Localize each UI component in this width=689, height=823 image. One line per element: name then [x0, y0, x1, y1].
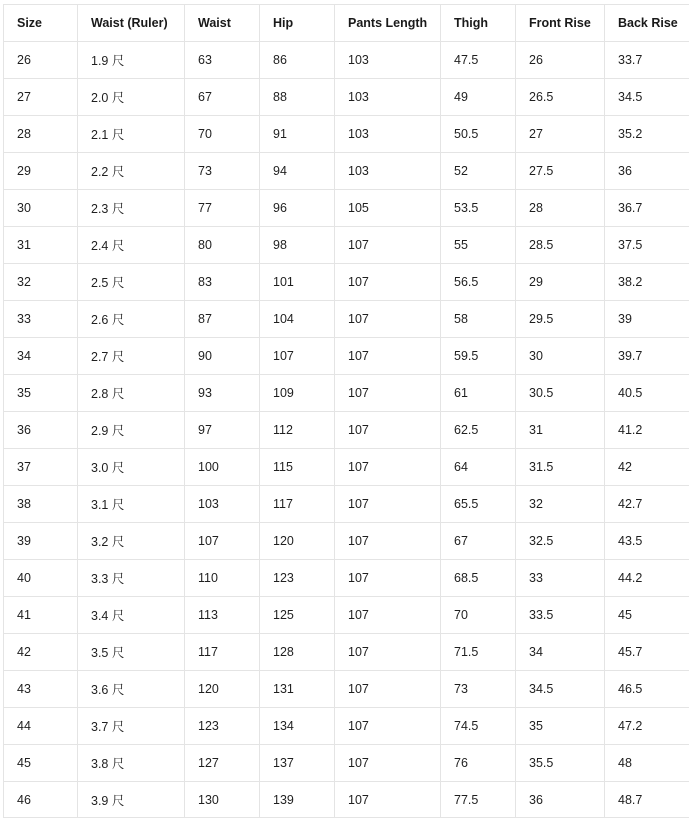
cell-front-rise: 28.5 — [516, 227, 605, 264]
cell-size: 46 — [4, 782, 78, 818]
cell-front-rise: 29 — [516, 264, 605, 301]
cell-waist-ruler: 2.8 尺 — [78, 375, 185, 412]
cell-front-rise: 32 — [516, 486, 605, 523]
cell-front-rise: 34 — [516, 634, 605, 671]
cell-waist: 110 — [185, 560, 260, 597]
cell-waist: 97 — [185, 412, 260, 449]
table-row — [4, 79, 689, 116]
table-row — [4, 116, 689, 153]
cell-waist-ruler: 2.2 尺 — [78, 153, 185, 190]
cell-pants-length: 107 — [335, 634, 441, 671]
cell-size: 36 — [4, 412, 78, 449]
header-pants-length: Pants Length — [335, 5, 441, 42]
table-header — [4, 5, 689, 42]
cell-pants-length: 107 — [335, 597, 441, 634]
header-front-rise: Front Rise — [516, 5, 605, 42]
cell-pants-length: 107 — [335, 264, 441, 301]
cell-size: 30 — [4, 190, 78, 227]
cell-size: 41 — [4, 597, 78, 634]
cell-thigh: 47.5 — [441, 42, 516, 79]
cell-back-rise: 45 — [605, 597, 689, 634]
cell-pants-length: 103 — [335, 79, 441, 116]
cell-back-rise: 33.7 — [605, 42, 689, 79]
cell-hip: 91 — [260, 116, 335, 153]
table-row — [4, 42, 689, 79]
cell-thigh: 55 — [441, 227, 516, 264]
cell-size: 40 — [4, 560, 78, 597]
header-hip: Hip — [260, 5, 335, 42]
cell-hip: 101 — [260, 264, 335, 301]
table-row — [4, 301, 689, 338]
cell-back-rise: 43.5 — [605, 523, 689, 560]
cell-pants-length: 107 — [335, 338, 441, 375]
cell-size: 43 — [4, 671, 78, 708]
cell-thigh: 74.5 — [441, 708, 516, 745]
cell-thigh: 76 — [441, 745, 516, 782]
cell-hip: 112 — [260, 412, 335, 449]
cell-waist-ruler: 3.3 尺 — [78, 560, 185, 597]
cell-front-rise: 35 — [516, 708, 605, 745]
cell-pants-length: 107 — [335, 782, 441, 818]
cell-back-rise: 37.5 — [605, 227, 689, 264]
cell-back-rise: 47.2 — [605, 708, 689, 745]
cell-hip: 125 — [260, 597, 335, 634]
table-row — [4, 708, 689, 745]
cell-waist-ruler: 1.9 尺 — [78, 42, 185, 79]
table-row — [4, 745, 689, 782]
cell-size: 45 — [4, 745, 78, 782]
cell-back-rise: 42 — [605, 449, 689, 486]
cell-front-rise: 34.5 — [516, 671, 605, 708]
cell-size: 31 — [4, 227, 78, 264]
cell-pants-length: 107 — [335, 671, 441, 708]
cell-pants-length: 107 — [335, 745, 441, 782]
header-waist-ruler: Waist (Ruler) — [78, 5, 185, 42]
table-row — [4, 449, 689, 486]
cell-hip: 107 — [260, 338, 335, 375]
cell-size: 27 — [4, 79, 78, 116]
cell-thigh: 67 — [441, 523, 516, 560]
cell-size: 28 — [4, 116, 78, 153]
table-body — [4, 42, 689, 818]
cell-front-rise: 35.5 — [516, 745, 605, 782]
table-row — [4, 375, 689, 412]
cell-thigh: 62.5 — [441, 412, 516, 449]
cell-front-rise: 32.5 — [516, 523, 605, 560]
cell-size: 37 — [4, 449, 78, 486]
size-chart-table — [3, 4, 689, 818]
header-row — [4, 5, 689, 42]
cell-pants-length: 103 — [335, 153, 441, 190]
cell-thigh: 64 — [441, 449, 516, 486]
cell-waist-ruler: 2.3 尺 — [78, 190, 185, 227]
cell-size: 29 — [4, 153, 78, 190]
table-row — [4, 153, 689, 190]
cell-hip: 88 — [260, 79, 335, 116]
cell-size: 32 — [4, 264, 78, 301]
cell-front-rise: 30 — [516, 338, 605, 375]
cell-back-rise: 35.2 — [605, 116, 689, 153]
cell-waist-ruler: 3.6 尺 — [78, 671, 185, 708]
cell-hip: 115 — [260, 449, 335, 486]
cell-waist: 77 — [185, 190, 260, 227]
cell-front-rise: 30.5 — [516, 375, 605, 412]
header-size: Size — [4, 5, 78, 42]
cell-hip: 120 — [260, 523, 335, 560]
cell-hip: 94 — [260, 153, 335, 190]
cell-back-rise: 46.5 — [605, 671, 689, 708]
table-row — [4, 523, 689, 560]
cell-front-rise: 31 — [516, 412, 605, 449]
cell-pants-length: 105 — [335, 190, 441, 227]
cell-thigh: 71.5 — [441, 634, 516, 671]
cell-waist: 73 — [185, 153, 260, 190]
cell-waist-ruler: 3.1 尺 — [78, 486, 185, 523]
cell-back-rise: 39 — [605, 301, 689, 338]
cell-thigh: 61 — [441, 375, 516, 412]
cell-front-rise: 29.5 — [516, 301, 605, 338]
cell-size: 34 — [4, 338, 78, 375]
cell-back-rise: 44.2 — [605, 560, 689, 597]
cell-back-rise: 34.5 — [605, 79, 689, 116]
cell-thigh: 53.5 — [441, 190, 516, 227]
cell-thigh: 56.5 — [441, 264, 516, 301]
table-row — [4, 264, 689, 301]
cell-waist-ruler: 2.4 尺 — [78, 227, 185, 264]
cell-waist-ruler: 2.5 尺 — [78, 264, 185, 301]
cell-hip: 139 — [260, 782, 335, 818]
cell-thigh: 73 — [441, 671, 516, 708]
cell-pants-length: 107 — [335, 301, 441, 338]
cell-waist-ruler: 3.0 尺 — [78, 449, 185, 486]
table-row — [4, 671, 689, 708]
cell-waist: 123 — [185, 708, 260, 745]
cell-size: 33 — [4, 301, 78, 338]
cell-front-rise: 33 — [516, 560, 605, 597]
cell-front-rise: 26 — [516, 42, 605, 79]
cell-front-rise: 26.5 — [516, 79, 605, 116]
cell-thigh: 59.5 — [441, 338, 516, 375]
table-row — [4, 560, 689, 597]
cell-hip: 109 — [260, 375, 335, 412]
cell-hip: 137 — [260, 745, 335, 782]
cell-waist-ruler: 2.6 尺 — [78, 301, 185, 338]
cell-waist-ruler: 3.5 尺 — [78, 634, 185, 671]
cell-hip: 128 — [260, 634, 335, 671]
cell-waist: 93 — [185, 375, 260, 412]
cell-size: 26 — [4, 42, 78, 79]
table-row — [4, 412, 689, 449]
cell-pants-length: 107 — [335, 523, 441, 560]
cell-waist-ruler: 2.1 尺 — [78, 116, 185, 153]
cell-back-rise: 40.5 — [605, 375, 689, 412]
cell-thigh: 52 — [441, 153, 516, 190]
cell-back-rise: 38.2 — [605, 264, 689, 301]
cell-waist: 80 — [185, 227, 260, 264]
header-waist: Waist — [185, 5, 260, 42]
cell-waist-ruler: 2.0 尺 — [78, 79, 185, 116]
cell-size: 35 — [4, 375, 78, 412]
cell-waist: 113 — [185, 597, 260, 634]
cell-hip: 117 — [260, 486, 335, 523]
cell-waist: 83 — [185, 264, 260, 301]
cell-front-rise: 31.5 — [516, 449, 605, 486]
cell-back-rise: 36 — [605, 153, 689, 190]
cell-back-rise: 41.2 — [605, 412, 689, 449]
cell-back-rise: 42.7 — [605, 486, 689, 523]
cell-hip: 104 — [260, 301, 335, 338]
cell-hip: 86 — [260, 42, 335, 79]
cell-thigh: 77.5 — [441, 782, 516, 818]
cell-waist: 90 — [185, 338, 260, 375]
cell-waist-ruler: 2.7 尺 — [78, 338, 185, 375]
cell-pants-length: 107 — [335, 375, 441, 412]
cell-thigh: 65.5 — [441, 486, 516, 523]
cell-size: 38 — [4, 486, 78, 523]
cell-hip: 123 — [260, 560, 335, 597]
cell-thigh: 49 — [441, 79, 516, 116]
cell-front-rise: 28 — [516, 190, 605, 227]
cell-front-rise: 33.5 — [516, 597, 605, 634]
cell-thigh: 70 — [441, 597, 516, 634]
cell-pants-length: 107 — [335, 227, 441, 264]
cell-waist-ruler: 3.8 尺 — [78, 745, 185, 782]
cell-pants-length: 103 — [335, 42, 441, 79]
cell-size: 44 — [4, 708, 78, 745]
cell-back-rise: 48 — [605, 745, 689, 782]
cell-waist: 70 — [185, 116, 260, 153]
table-row — [4, 190, 689, 227]
cell-thigh: 58 — [441, 301, 516, 338]
header-back-rise: Back Rise — [605, 5, 689, 42]
cell-pants-length: 107 — [335, 486, 441, 523]
cell-front-rise: 27 — [516, 116, 605, 153]
cell-pants-length: 103 — [335, 116, 441, 153]
cell-size: 42 — [4, 634, 78, 671]
cell-hip: 131 — [260, 671, 335, 708]
cell-waist: 63 — [185, 42, 260, 79]
cell-waist-ruler: 3.9 尺 — [78, 782, 185, 818]
cell-thigh: 50.5 — [441, 116, 516, 153]
cell-waist-ruler: 3.4 尺 — [78, 597, 185, 634]
cell-size: 39 — [4, 523, 78, 560]
cell-waist-ruler: 3.2 尺 — [78, 523, 185, 560]
cell-back-rise: 45.7 — [605, 634, 689, 671]
cell-waist: 100 — [185, 449, 260, 486]
cell-back-rise: 48.7 — [605, 782, 689, 818]
table-row — [4, 634, 689, 671]
cell-pants-length: 107 — [335, 560, 441, 597]
table-row — [4, 782, 689, 818]
cell-waist: 117 — [185, 634, 260, 671]
table-row — [4, 597, 689, 634]
cell-thigh: 68.5 — [441, 560, 516, 597]
cell-pants-length: 107 — [335, 449, 441, 486]
cell-waist: 103 — [185, 486, 260, 523]
cell-front-rise: 36 — [516, 782, 605, 818]
cell-back-rise: 36.7 — [605, 190, 689, 227]
table-row — [4, 338, 689, 375]
cell-pants-length: 107 — [335, 412, 441, 449]
cell-front-rise: 27.5 — [516, 153, 605, 190]
cell-hip: 96 — [260, 190, 335, 227]
table-row — [4, 227, 689, 264]
cell-waist: 87 — [185, 301, 260, 338]
cell-pants-length: 107 — [335, 708, 441, 745]
cell-hip: 98 — [260, 227, 335, 264]
cell-waist: 127 — [185, 745, 260, 782]
header-thigh: Thigh — [441, 5, 516, 42]
cell-waist: 107 — [185, 523, 260, 560]
cell-waist-ruler: 3.7 尺 — [78, 708, 185, 745]
cell-hip: 134 — [260, 708, 335, 745]
cell-back-rise: 39.7 — [605, 338, 689, 375]
cell-waist: 120 — [185, 671, 260, 708]
cell-waist-ruler: 2.9 尺 — [78, 412, 185, 449]
table-row — [4, 486, 689, 523]
cell-waist: 67 — [185, 79, 260, 116]
cell-waist: 130 — [185, 782, 260, 818]
